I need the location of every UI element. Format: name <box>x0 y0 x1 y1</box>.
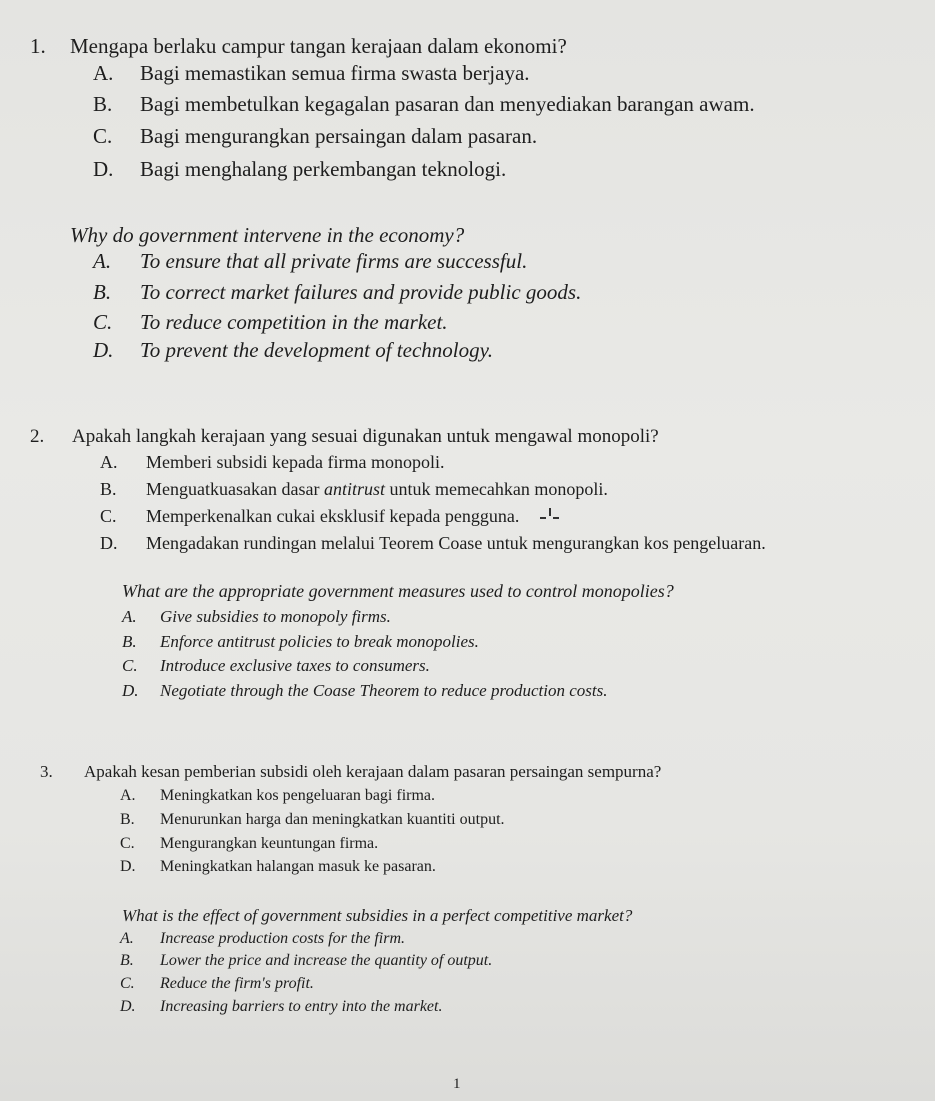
question-text: Why do government intervene in the economy? <box>70 223 465 247</box>
option-letter: A. <box>122 607 137 626</box>
option-text: Mengurangkan keuntungan firma. <box>160 835 379 852</box>
option-letter: B. <box>120 811 135 828</box>
option-text: To prevent the development of technology. <box>140 338 494 362</box>
option-text: Bagi membetulkan kegagalan pasaran dan menyediakan barangan awam. <box>140 92 755 116</box>
option-text-pre: Menguatkuasakan dasar <box>146 479 324 499</box>
option-letter: B. <box>100 479 117 499</box>
option-letter: C. <box>120 835 135 852</box>
option-text: Give subsidies to monopoly firms. <box>160 607 391 626</box>
option-text: Lower the price and increase the quantity of output. <box>160 952 493 969</box>
option-letter: C. <box>93 124 113 148</box>
option-letter: C. <box>120 975 135 992</box>
option-letter: A. <box>100 452 118 472</box>
question-text: What are the appropriate government measures used to control monopolies? <box>122 581 674 601</box>
option-text: Increase production costs for the firm. <box>160 930 406 947</box>
text-cursor-icon <box>540 508 560 522</box>
option-letter: B. <box>122 632 137 651</box>
option-text: Meningkatkan halangan masuk ke pasaran. <box>160 858 436 875</box>
option-text: Reduce the firm's profit. <box>160 975 314 992</box>
option-text <box>146 480 608 498</box>
option-letter: D. <box>120 998 136 1015</box>
option-text: Negotiate through the Coase Theorem to reduce production costs. <box>160 681 608 700</box>
option-letter: A. <box>93 61 114 85</box>
question-text: Apakah kesan pemberian subsidi oleh kerajaan dalam pasaran persaingan sempurna? <box>84 762 662 781</box>
question-text: What is the effect of government subsidies in a perfect competitive market? <box>122 906 633 925</box>
option-letter: B. <box>93 280 112 304</box>
option-letter: D. <box>93 338 114 362</box>
option-letter: C. <box>93 310 113 334</box>
question-number: 1. <box>30 34 46 58</box>
option-letter: D. <box>122 681 139 700</box>
option-text: Bagi memastikan semua firma swasta berjaya. <box>140 61 530 85</box>
page-number: 1 <box>453 1076 461 1092</box>
option-text-post: untuk memecahkan monopoli. <box>384 479 608 499</box>
option-text: Memperkenalkan cukai eksklusif kepada pengguna. <box>146 506 520 526</box>
option-text: Bagi mengurangkan persaingan dalam pasaran. <box>140 124 538 148</box>
option-text: Mengadakan rundingan melalui Teorem Coase untuk mengurangkan kos pengeluaran. <box>146 533 766 553</box>
option-letter: C. <box>122 656 138 675</box>
option-letter: A. <box>93 249 112 273</box>
option-text: Introduce exclusive taxes to consumers. <box>160 656 430 675</box>
option-text: Bagi menghalang perkembangan teknologi. <box>140 157 507 181</box>
option-letter: A. <box>120 787 136 804</box>
option-text-emphasis: antitrust <box>323 479 385 499</box>
option-text: To correct market failures and provide public goods. <box>140 280 582 304</box>
option-text: Meningkatkan kos pengeluaran bagi firma. <box>160 787 436 804</box>
option-letter: D. <box>100 533 118 553</box>
option-letter: D. <box>120 858 136 875</box>
option-text: Memberi subsidi kepada firma monopoli. <box>146 452 445 472</box>
option-letter: B. <box>120 952 134 969</box>
option-text: To reduce competition in the market. <box>140 310 448 334</box>
question-text: Apakah langkah kerajaan yang sesuai digunakan untuk mengawal monopoli? <box>72 426 659 447</box>
option-letter: A. <box>120 930 134 947</box>
question-number: 2. <box>30 426 45 447</box>
option-text: Enforce antitrust policies to break monopolies. <box>160 632 479 651</box>
option-text: To ensure that all private firms are successful. <box>140 249 528 273</box>
option-letter: D. <box>93 157 114 181</box>
question-text: Mengapa berlaku campur tangan kerajaan dalam ekonomi? <box>70 34 567 58</box>
option-letter: B. <box>93 92 113 116</box>
option-letter: C. <box>100 506 117 526</box>
option-text: Increasing barriers to entry into the market. <box>160 998 443 1015</box>
option-text: Menurunkan harga dan meningkatkan kuantiti output. <box>160 811 505 828</box>
question-number: 3. <box>40 762 53 781</box>
